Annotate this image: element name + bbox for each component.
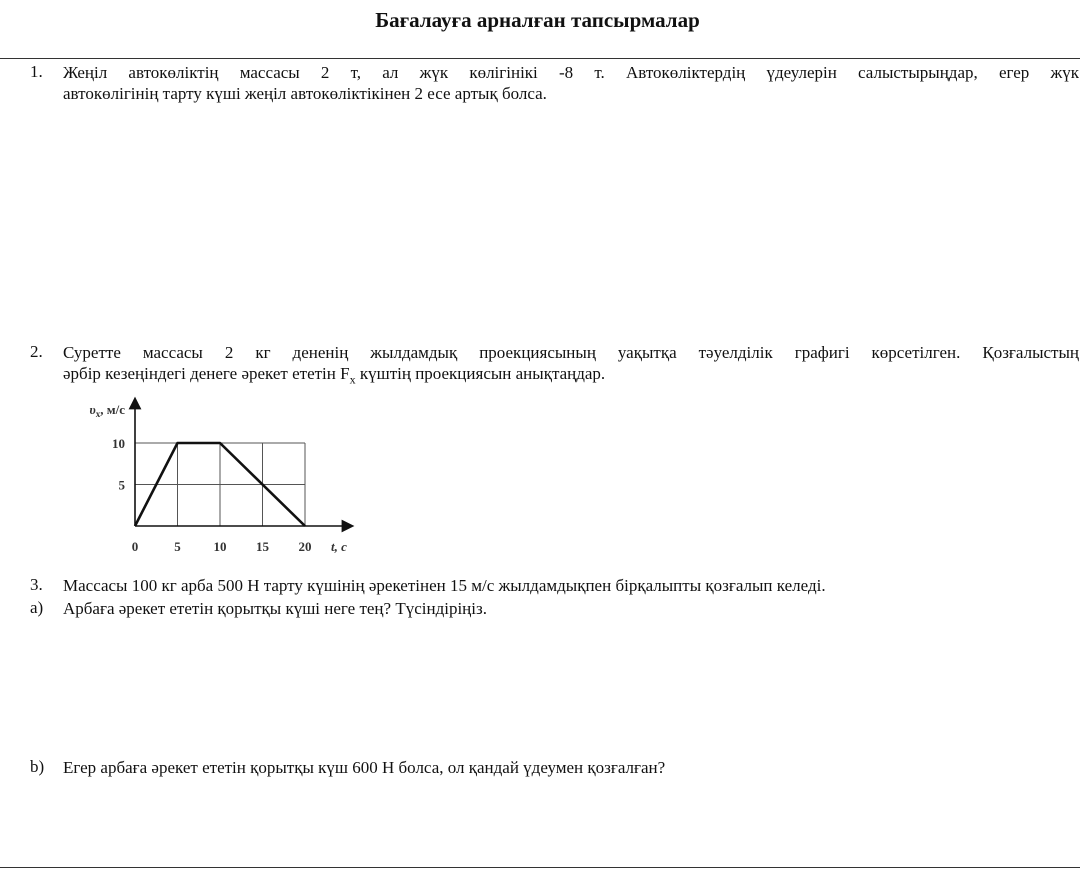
- task-1-text: [63, 62, 1079, 104]
- y-tick-label-10: 10: [112, 436, 125, 451]
- task-3-number: 3.: [30, 575, 43, 594]
- y-axis-label-subscript: x: [95, 409, 101, 419]
- task-3a-text: Арбаға әрекет ететін қорытқы күші неге тең? Түсіндіріңіз.: [63, 599, 487, 618]
- x-tick-label-10: 10: [213, 539, 227, 554]
- page-title: Бағалауға арналған тапсырмалар: [375, 8, 700, 32]
- bottom-divider: [0, 867, 1080, 868]
- y-axis-label-units: , м/с: [100, 402, 125, 417]
- task-2-number: 2.: [30, 342, 43, 361]
- task-2-line-2: [63, 363, 1079, 390]
- task-3b-text: Егер арбаға әрекет ететін қорытқы күш 600 Н болса, ол қандай үдеумен қозғалған?: [63, 758, 666, 777]
- task-1-line-2: автокөлігінің тарту күші жеңіл автокөліктікінен 2 есе артық болса.: [63, 84, 547, 103]
- chart-grid: [135, 443, 305, 526]
- task-3-text: Массасы 100 кг арба 500 Н тарту күшінің әрекетінен 15 м/с жылдамдықпен бірқалыпты қозғалып келеді.: [63, 576, 826, 595]
- velocity-time-graph: [70, 395, 370, 565]
- task-2-line-1: Суретте массасы 2 кг дененің жылдамдық проекциясының уақытқа тәуелділік графигі көрсетілген. Қозғалыстың: [63, 343, 1079, 362]
- y-axis-label-symbol: υ: [89, 402, 96, 417]
- task-2-force-subscript: x: [349, 372, 356, 387]
- top-divider: [0, 58, 1080, 59]
- x-tick-label-15: 15: [256, 539, 269, 554]
- task-3b-marker: b): [30, 757, 45, 776]
- y-axis-label: [89, 402, 125, 419]
- x-axis-label: t, с: [331, 539, 347, 554]
- y-tick-label-5: 5: [118, 477, 125, 493]
- task-3a-marker: a): [30, 598, 44, 617]
- task-2-line-2-before: әрбір кезеңіндегі денеге әрекет ететін F: [63, 364, 350, 383]
- task-2-text: [63, 342, 1079, 390]
- x-tick-label-5: 5: [174, 539, 181, 554]
- task-2-line-2-after: күштің проекциясын анықтаңдар.: [355, 364, 606, 383]
- x-tick-label-0: 0: [131, 539, 139, 554]
- task-1-line-1: Жеңіл автокөліктің массасы 2 т, ал жүк көлігінікі -8 т. Автокөліктердің үдеулерін салыстырыңдар, егер жүк: [63, 63, 1079, 82]
- x-tick-label-20: 20: [298, 539, 312, 554]
- tick-labels: [112, 436, 312, 554]
- task-1-number: 1.: [30, 62, 43, 81]
